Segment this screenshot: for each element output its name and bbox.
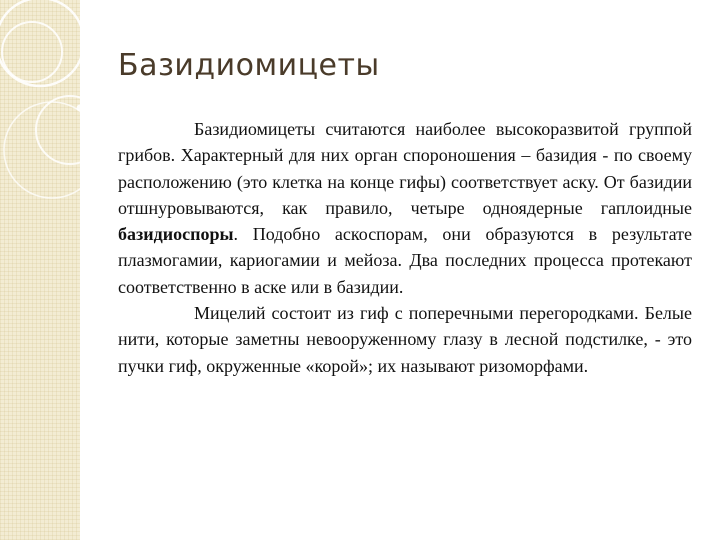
paragraph-mycelium: Мицелий состоит из гиф с поперечными перегородками. Белые нити, которые заметны невооруженному глазу в лесной подстилке, - это пучки гиф, окруженные «корой»; их называют ризоморфами. bbox=[118, 303, 692, 376]
slide-body bbox=[118, 116, 692, 379]
paragraph-1-text: Базидиомицеты считаются наиболее высокоразвитой группой грибов. Характерный для них орган спороношения – базидия - по своему расположению (это клетка на конце гифы) соответствует аску. От базидии отшнуровываются, как правило, четыре одноядерные гаплоидные bbox=[118, 119, 692, 218]
paragraph-basidiomycetes bbox=[118, 116, 692, 300]
slide-title: Базидиомицеты bbox=[118, 48, 380, 83]
bold-term-basidiospores: базидиоспоры bbox=[118, 224, 234, 245]
paragraph-1-continuation: . Подобно аскоспорам, они образуются в результате плазмогамии, кариогамии и мейоза. Два последних процесса протекают соответственно в аске или в базидии. bbox=[118, 224, 692, 297]
